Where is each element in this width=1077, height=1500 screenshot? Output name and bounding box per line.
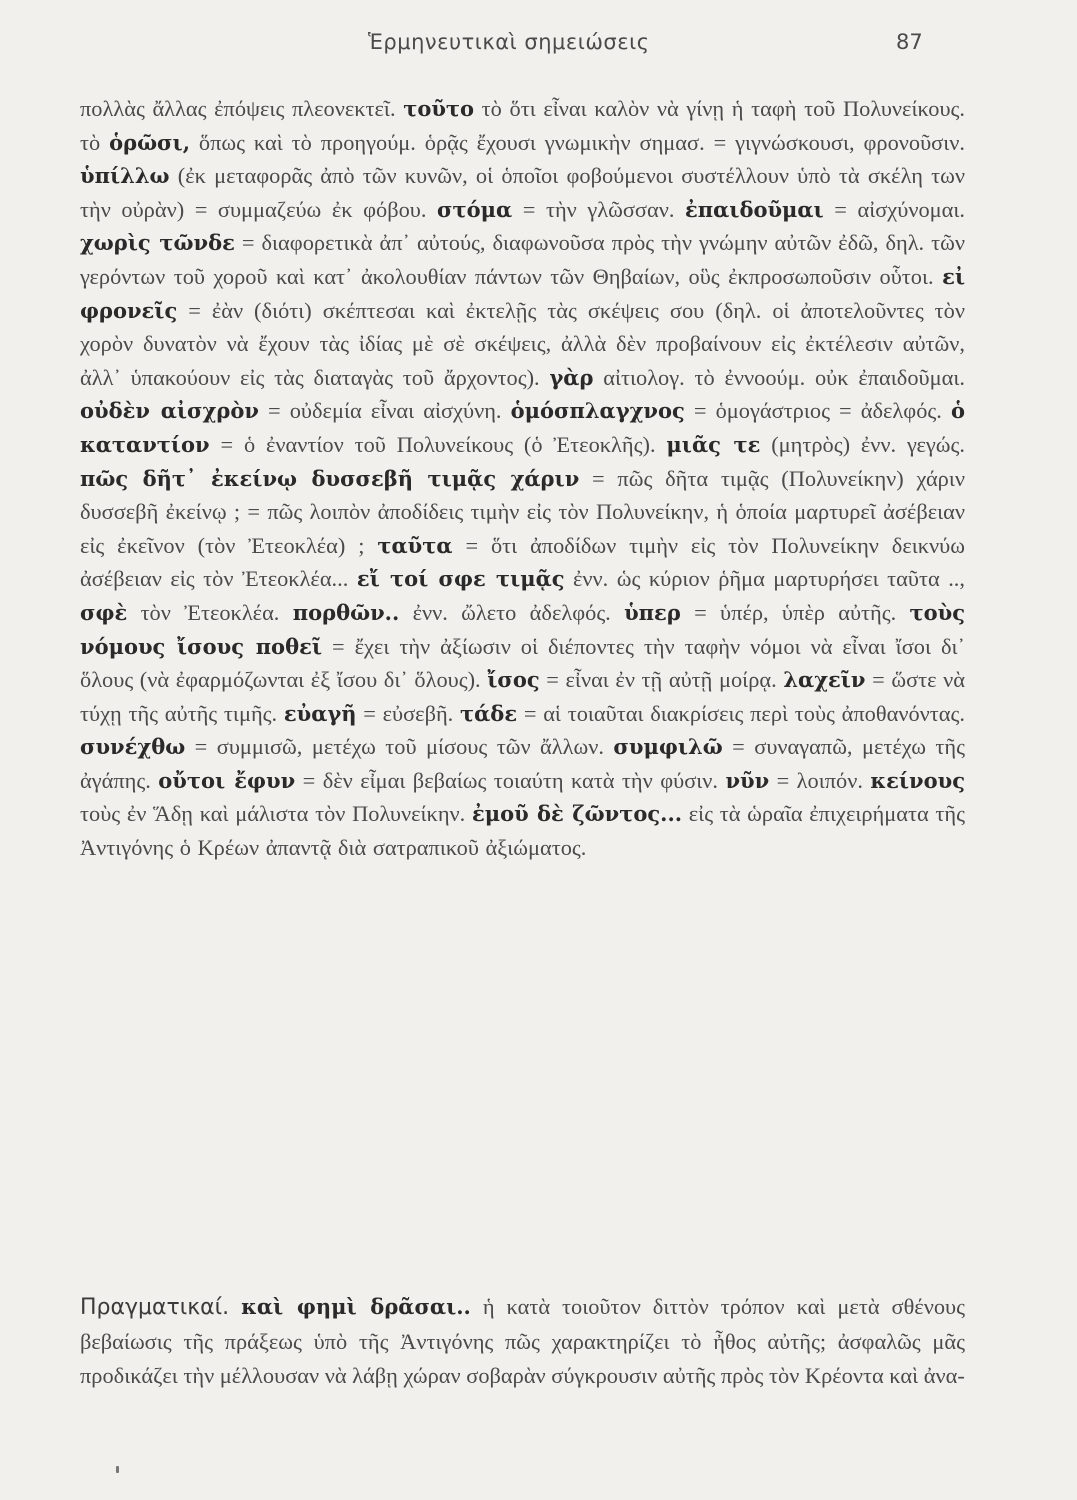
lemma: εἰ φρονεῖς [80, 263, 965, 323]
commentary-paragraph [80, 92, 965, 865]
gloss-text: ἐνν. ὡς κύριον ῥῆμα μαρτυρήσει ταῦτα .., [564, 566, 965, 592]
gloss-text: = συναγαπῶ, μετέχω τῆς ἀγάπης. [80, 734, 966, 793]
gloss-text: = ὥστε νὰ τύχῃ τῆς αὐτῆς τιμῆς. [80, 667, 965, 726]
lemma: στόμα [437, 196, 513, 222]
gloss-text: τὸ ὅτι εἶναι καλὸν νὰ γίνῃ ἡ ταφὴ τοῦ Πολυνείκους. τὸ [80, 96, 965, 155]
section-pragmatikai [80, 1290, 965, 1393]
lemma: ἴσος [487, 667, 540, 693]
gloss-text: = ἐὰν (διότι) σκέπτεσαι καὶ ἐκτελῇς τὰς σκέψεις σου (δηλ. οἱ ἀποτελοῦντες τὸν χορὸν δυνατὸν νὰ ἔχουν τὰς ἰδίας μὲ σὲ σκέψεις, ἀλλὰ δὲν προβαίνουν εἰς ἐκτέλεσιν αὐτῶν, ἀλλ᾽ ὑπακούουν εἰς τὰς διαταγὰς τοῦ ἄρχοντος). [80, 297, 965, 390]
section-text: ἡ κατὰ τοιοῦτον διττὸν τρόπον καὶ μετὰ σθένους βεβαίωσις τῆς πράξεως ὑπὸ τῆς Ἀντιγόνης πῶς χαρακτηρίζει τὸ ἦθος αὐτῆς; ἀσφαλῶς μᾶς προδικάζει τὴν μέλλουσαν νὰ λάβῃ χώραν σοβαρὰν σύγκρουσιν αὐτῆς πρὸς τὸν Κρέοντα καὶ ἀνα- [80, 1294, 965, 1388]
gloss-text: ἐνν. ὤλετο ἀδελφός. [399, 599, 625, 625]
lemma: νῦν [725, 767, 770, 793]
lemma: χωρὶς τῶνδε [80, 230, 235, 256]
lemma: συμφιλῶ [613, 734, 723, 760]
gloss-text: = αἱ τοιαῦται διακρίσεις περὶ τοὺς ἀποθανόντας. [517, 700, 965, 726]
lemma: τοὺς νόμους ἴσους ποθεῖ [80, 599, 966, 659]
lemma: τοῦτο [403, 96, 475, 121]
lemma: πῶς δῆτ᾽ ἐκείνῳ δυσσεβῆ τιμᾷς χάριν [80, 465, 580, 491]
lemma: ὑπίλλω [80, 163, 170, 189]
lemma: λαχεῖν [783, 667, 866, 693]
gloss-text: εἰς τὰ ὡραῖα ἐπιχειρήματα τῆς Ἀντιγόνης ὁ Κρέων ἀπαντᾷ διὰ σατραπικοῦ ἀξιώματος. [80, 801, 965, 861]
gloss-text: = δὲν εἶμαι βεβαίως τοιαύτη κατὰ τὴν φύσιν. [295, 767, 726, 793]
gloss-text: πολλὰς ἄλλας ἐπόψεις πλεονεκτεῖ. [80, 96, 404, 121]
gloss-text: = συμμισῶ, μετέχω τοῦ μίσους τῶν ἄλλων. [185, 734, 614, 760]
gloss-text: = εὐσεβῆ. [356, 700, 461, 726]
gloss-text: (μητρὸς) ἐνν. γεγώς. [760, 431, 965, 457]
lemma: κείνους [870, 767, 965, 793]
gloss-text: = ὁ ἐναντίον τοῦ Πολυνείκους (ὁ Ἐτεοκλῆς). [209, 431, 667, 457]
gloss-text: = πῶς δῆτα τιμᾷς (Πολυνείκην) χάριν δυσσεβῆ ἐκείνῳ ; = πῶς λοιπὸν ἀποδίδεις τιμὴν εἰς τὸν Πολυνείκην, ἡ ὁποία μαρτυρεῖ ἀσέβειαν εἰς ἐκεῖνον (τὸν Ἐτεοκλέα) ; [80, 465, 965, 558]
lemma: ἐμοῦ δὲ ζῶντος... [471, 801, 683, 827]
gloss-text: τὸν Ἐτεοκλέα. [127, 599, 293, 625]
lemma: ταῦτα [377, 532, 453, 558]
gloss-text: = οὐδεμία εἶναι αἰσχύνη. [258, 398, 511, 424]
lemma: συνέχθω [80, 734, 186, 760]
lemma: πορθῶν.. [292, 599, 400, 625]
lemma: τάδε [460, 700, 518, 726]
gloss-text: = αἰσχύνομαι. [823, 196, 966, 222]
gloss-text: = τὴν γλῶσσαν. [512, 196, 685, 222]
gloss-text: ὅπως καὶ τὸ προηγούμ. ὁρᾷς ἔχουσι γνωμικὴν σημασ. = γιγνώσκουσι, φρονοῦσιν. [190, 129, 966, 155]
lemma: οὐδὲν αἰσχρὸν [80, 398, 259, 424]
lemma: ὁρῶσι, [109, 129, 191, 155]
lemma: οὔτοι ἔφυν [158, 767, 296, 793]
section-lead-phrase: καὶ φημὶ δρᾶσαι.. [241, 1294, 471, 1319]
gloss-text: = ἔχει τὴν ἀξίωσιν οἱ διέποντες τὴν ταφὴν νόμοι νὰ εἶναι ἴσοι δι᾽ ὅλους (νὰ ἐφαρμόζωνται ἐξ ἴσου δι᾽ ὅλους). [80, 633, 965, 693]
gloss-text: (ἐκ μεταφορᾶς ἀπὸ τῶν κυνῶν, οἱ ὁποῖοι φοβούμενοι συστέλλουν ὑπὸ τὰ σκέλη των τὴν οὐρὰν) = συμμαζεύω ἐκ φόβου. [80, 163, 965, 222]
lemma: ὑπερ [624, 599, 681, 625]
lemma: ὁμόσπλαγχνος [510, 398, 685, 424]
lemma: γὰρ [549, 364, 594, 390]
page-number: 87 [896, 30, 923, 54]
lemma: εὐαγῆ [283, 700, 357, 726]
gloss-text: = εἶναι ἐν τῇ αὐτῇ μοίρᾳ. [539, 667, 784, 693]
running-title: Ἑρμηνευτικαὶ σημειώσεις [368, 30, 650, 54]
gloss-text: αἰτιολογ. τὸ ἐννοούμ. οὐκ ἐπαιδοῦμαι. [593, 364, 965, 390]
gloss-text: τοὺς ἐν Ἅδῃ καὶ μάλιστα τὸν Πολυνείκην. [80, 801, 472, 827]
gloss-text: = διαφορετικὰ ἀπ᾽ αὐτούς, διαφωνοῦσα πρὸς τὴν γνώμην αὐτῶν ἐδῶ, δηλ. τῶν γερόντων τοῦ χοροῦ καὶ κατ᾽ ἀκολουθίαν πάντων τῶν Θηβαίων, οὓς ἐκπροσωποῦσιν οὗτοι. [80, 230, 965, 289]
lemma: ὁ καταντίον [80, 398, 965, 457]
gloss-text: = ὁμογάστριος = ἀδελφός. [684, 398, 951, 424]
gloss-text: = λοιπόν. [769, 767, 871, 793]
lemma: σφὲ [80, 599, 128, 625]
gloss-text: = ὑπέρ, ὑπὲρ αὐτῆς. [680, 599, 910, 625]
gloss-text: = ὅτι ἀποδίδων τιμὴν εἰς τὸν Πολυνείκην δεικνύω ἀσέβειαν εἰς τὸν Ἐτεοκλέα... [80, 532, 966, 592]
section-heading: Πραγματικαί. [80, 1295, 230, 1320]
lemma: εἴ τοί σφε τιμᾷς [356, 566, 565, 592]
lemma: μιᾶς τε [666, 431, 761, 457]
stray-ink-mark [116, 1466, 119, 1473]
lemma: ἐπαιδοῦμαι [684, 196, 824, 222]
